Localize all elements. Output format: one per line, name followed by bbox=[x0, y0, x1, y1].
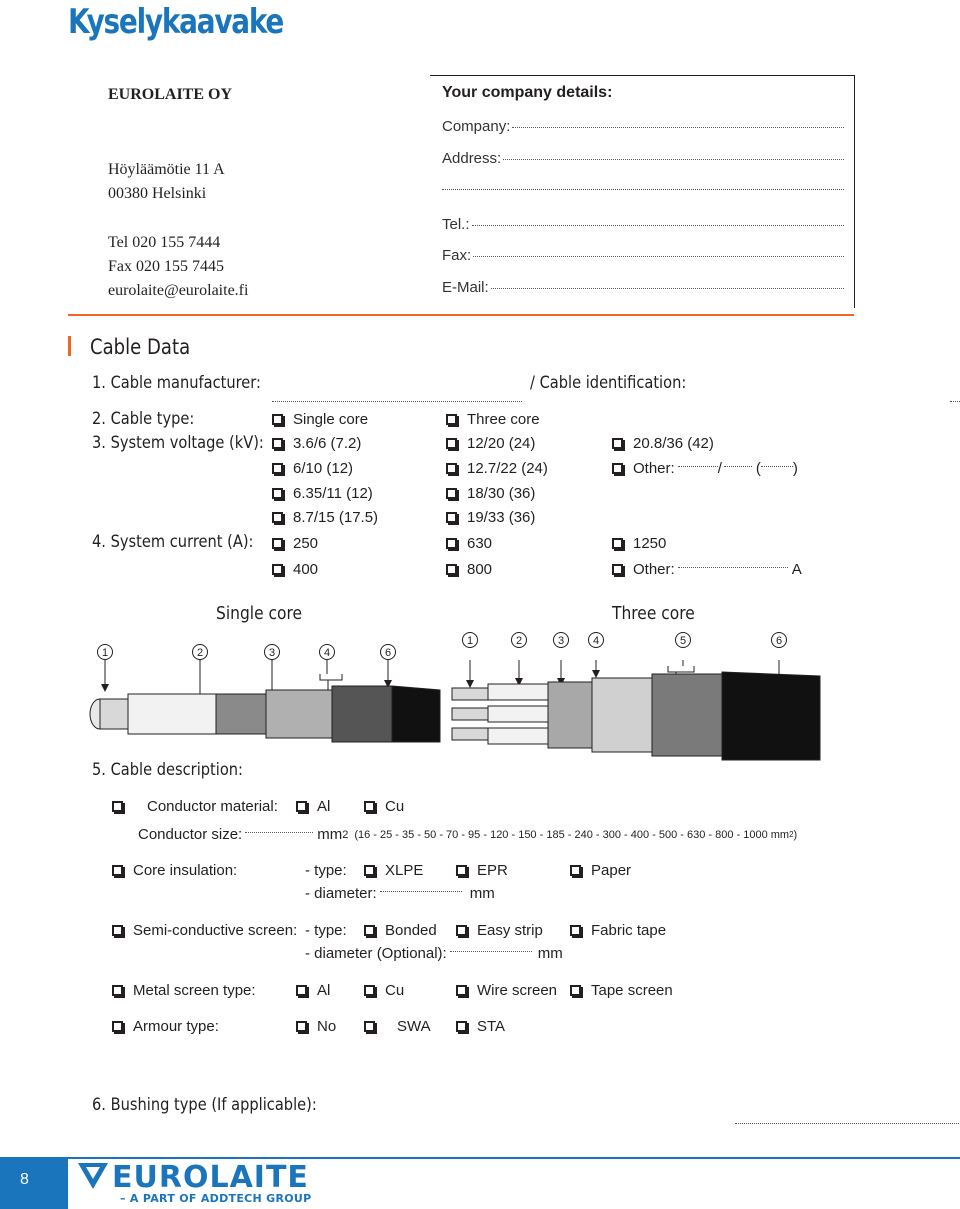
single-core-heading: Single core bbox=[216, 603, 303, 624]
three-callout-6: 6 bbox=[771, 632, 787, 648]
option-wire-screen[interactable]: Wire screen bbox=[456, 982, 557, 999]
option-paper[interactable]: Paper bbox=[570, 862, 631, 879]
semi-diameter-row: - diameter (Optional): mm bbox=[305, 945, 563, 962]
footer-tagline: – A PART OF ADDTECH GROUP bbox=[120, 1192, 312, 1205]
checkbox[interactable] bbox=[612, 538, 623, 549]
footer-line bbox=[68, 1157, 960, 1159]
cable-manufacturer-input[interactable] bbox=[272, 400, 522, 402]
option-voltage-other[interactable]: Other: / ( ) bbox=[612, 460, 798, 477]
checkbox[interactable] bbox=[570, 865, 581, 876]
checkbox[interactable] bbox=[446, 512, 457, 523]
option-metal-cu[interactable]: Cu bbox=[364, 982, 404, 999]
three-core-heading: Three core bbox=[612, 603, 695, 624]
current-other-input[interactable] bbox=[678, 566, 788, 568]
checkbox[interactable] bbox=[456, 1021, 467, 1032]
checkbox[interactable] bbox=[296, 985, 307, 996]
checkbox[interactable] bbox=[112, 985, 123, 996]
checkbox[interactable] bbox=[364, 801, 375, 812]
checkbox[interactable] bbox=[456, 865, 467, 876]
checkbox[interactable] bbox=[272, 414, 283, 425]
checkbox[interactable] bbox=[272, 512, 283, 523]
option-current-other[interactable]: Other: A bbox=[612, 561, 802, 578]
option-armour-sta[interactable]: STA bbox=[456, 1018, 505, 1035]
system-current-label: 4. System current (A): bbox=[92, 532, 254, 552]
armour-type-row[interactable]: Armour type: bbox=[112, 1018, 219, 1035]
company-tel: Tel 020 155 7444 bbox=[108, 234, 221, 251]
section-marker bbox=[68, 336, 71, 356]
option-voltage-6-10[interactable]: 6/10 (12) bbox=[272, 460, 353, 477]
company-field[interactable] bbox=[442, 118, 844, 135]
details-heading: Your company details: bbox=[442, 84, 613, 101]
single-callout-1: 1 bbox=[97, 644, 113, 660]
three-callout-2: 2 bbox=[511, 632, 527, 648]
bushing-type-input[interactable] bbox=[735, 1122, 960, 1124]
cable-type-label: 2. Cable type: bbox=[92, 409, 195, 429]
company-street: Höyläämötie 11 A bbox=[108, 161, 225, 178]
page-title: Kyselykaavake bbox=[68, 2, 284, 42]
checkbox[interactable] bbox=[570, 925, 581, 936]
checkbox[interactable] bbox=[456, 985, 467, 996]
voltage-other-input-1[interactable] bbox=[678, 465, 718, 467]
option-armour-no[interactable]: No bbox=[296, 1018, 336, 1035]
fax-field[interactable] bbox=[442, 247, 844, 264]
checkbox[interactable] bbox=[272, 488, 283, 499]
checkbox[interactable] bbox=[272, 538, 283, 549]
checkbox[interactable] bbox=[112, 865, 123, 876]
checkbox[interactable] bbox=[364, 865, 375, 876]
checkbox[interactable] bbox=[364, 1021, 375, 1032]
checkbox[interactable] bbox=[612, 438, 623, 449]
conductor-size-input[interactable] bbox=[245, 831, 313, 833]
option-easy-strip[interactable]: Easy strip bbox=[456, 922, 543, 939]
checkbox[interactable] bbox=[272, 438, 283, 449]
checkbox[interactable] bbox=[570, 985, 581, 996]
option-metal-al[interactable]: Al bbox=[296, 982, 330, 999]
option-material-cu[interactable]: Cu bbox=[364, 798, 404, 815]
company-fax: Fax 020 155 7445 bbox=[108, 258, 224, 275]
single-callout-3: 3 bbox=[264, 644, 280, 660]
option-voltage-12-7[interactable]: 12.7/22 (24) bbox=[446, 460, 548, 477]
option-current-1250[interactable]: 1250 bbox=[612, 535, 666, 552]
address-field-line2[interactable] bbox=[442, 182, 844, 184]
cable-identification-input[interactable] bbox=[950, 400, 960, 402]
option-tape-screen[interactable]: Tape screen bbox=[570, 982, 673, 999]
single-callout-2: 2 bbox=[192, 644, 208, 660]
checkbox[interactable] bbox=[456, 925, 467, 936]
option-epr[interactable]: EPR bbox=[456, 862, 508, 879]
checkbox[interactable] bbox=[112, 1021, 123, 1032]
insulation-type-label: - type: bbox=[305, 862, 347, 879]
section-divider bbox=[68, 314, 854, 316]
conductor-size-row: Conductor size: mm 2 (16 - 25 - 35 - 50 - 70 - 95 - 120 - 150 - 185 - 240 - 300 - 400 - 500 - 630 - 800 - 1000 mm 2 ) bbox=[138, 826, 798, 843]
eurolaite-logo-icon bbox=[78, 1163, 108, 1189]
three-callout-3: 3 bbox=[553, 632, 569, 648]
checkbox[interactable] bbox=[272, 463, 283, 474]
option-current-630[interactable]: 630 bbox=[446, 535, 492, 552]
option-voltage-12-20[interactable]: 12/20 (24) bbox=[446, 435, 535, 452]
checkbox[interactable] bbox=[272, 564, 283, 575]
address-field[interactable] bbox=[442, 150, 844, 167]
bushing-type-label: 6. Bushing type (If applicable): bbox=[92, 1095, 317, 1115]
footer-brand: EUROLAITE bbox=[112, 1160, 309, 1195]
system-voltage-label: 3. System voltage (kV): bbox=[92, 433, 264, 453]
checkbox[interactable] bbox=[112, 801, 123, 812]
cable-identification-label: / Cable identification: bbox=[530, 373, 687, 393]
option-bonded[interactable]: Bonded bbox=[364, 922, 437, 939]
insulation-diameter-row: - diameter: mm bbox=[305, 885, 495, 902]
core-insulation-row[interactable]: Core insulation: bbox=[112, 862, 237, 879]
company-email: eurolaite@eurolaite.fi bbox=[108, 282, 249, 299]
option-three-core[interactable]: Three core bbox=[446, 411, 540, 428]
tel-field[interactable] bbox=[442, 216, 844, 233]
email-field[interactable] bbox=[442, 279, 844, 296]
address-field-label: Address: bbox=[442, 150, 502, 167]
checkbox[interactable] bbox=[446, 463, 457, 474]
option-voltage-18-30[interactable]: 18/30 (36) bbox=[446, 485, 535, 502]
option-voltage-19-33[interactable]: 19/33 (36) bbox=[446, 509, 535, 526]
option-xlpe[interactable]: XLPE bbox=[364, 862, 423, 879]
page-number: 8 bbox=[20, 1171, 29, 1188]
checkbox[interactable] bbox=[612, 564, 623, 575]
single-callout-4: 4 bbox=[319, 644, 335, 660]
semi-type-label: - type: bbox=[305, 922, 347, 939]
email-field-label: E-Mail: bbox=[442, 279, 489, 296]
option-current-800[interactable]: 800 bbox=[446, 561, 492, 578]
option-material-al[interactable]: Al bbox=[296, 798, 330, 815]
company-field-label: Company: bbox=[442, 118, 511, 135]
checkbox[interactable] bbox=[446, 538, 457, 549]
company-city: 00380 Helsinki bbox=[108, 185, 207, 202]
option-voltage-20-8[interactable]: 20.8/36 (42) bbox=[612, 435, 714, 452]
checkbox[interactable] bbox=[612, 463, 623, 474]
metal-screen-row[interactable]: Metal screen type: bbox=[112, 982, 256, 999]
checkbox[interactable] bbox=[296, 1021, 307, 1032]
option-armour-swa[interactable]: SWA bbox=[364, 1018, 431, 1035]
cable-description-heading: 5. Cable description: bbox=[92, 760, 243, 780]
option-single-core[interactable]: Single core bbox=[272, 411, 368, 428]
tel-field-label: Tel.: bbox=[442, 216, 470, 233]
voltage-other-input-3[interactable] bbox=[761, 465, 793, 467]
semi-diameter-input[interactable] bbox=[450, 950, 532, 952]
company-name: EUROLAITE OY bbox=[108, 86, 233, 103]
checkbox[interactable] bbox=[446, 564, 457, 575]
details-box bbox=[430, 75, 855, 308]
checkbox[interactable] bbox=[446, 414, 457, 425]
insulation-diameter-input[interactable] bbox=[380, 890, 462, 892]
three-callout-5: 5 bbox=[675, 632, 691, 648]
voltage-other-input-2[interactable] bbox=[724, 465, 752, 467]
option-voltage-8-7[interactable]: 8.7/15 (17.5) bbox=[272, 509, 378, 526]
checkbox[interactable] bbox=[364, 985, 375, 996]
option-current-250[interactable]: 250 bbox=[272, 535, 318, 552]
checkbox[interactable] bbox=[112, 925, 123, 936]
fax-field-label: Fax: bbox=[442, 247, 472, 264]
checkbox[interactable] bbox=[364, 925, 375, 936]
three-callout-4: 4 bbox=[588, 632, 604, 648]
option-voltage-6-35[interactable]: 6.35/11 (12) bbox=[272, 485, 373, 502]
three-callout-1: 1 bbox=[462, 632, 478, 648]
checkbox[interactable] bbox=[446, 488, 457, 499]
cable-data-heading: Cable Data bbox=[90, 335, 191, 359]
cable-illustration bbox=[80, 660, 860, 768]
conductor-material-row[interactable]: Conductor material: bbox=[112, 798, 278, 815]
checkbox[interactable] bbox=[296, 801, 307, 812]
option-fabric-tape[interactable]: Fabric tape bbox=[570, 922, 666, 939]
checkbox[interactable] bbox=[446, 438, 457, 449]
cable-manufacturer-label: 1. Cable manufacturer: bbox=[92, 373, 261, 393]
option-current-400[interactable]: 400 bbox=[272, 561, 318, 578]
option-voltage-3-6[interactable]: 3.6/6 (7.2) bbox=[272, 435, 361, 452]
semi-conductive-screen-row[interactable]: Semi-conductive screen: bbox=[112, 922, 297, 939]
single-callout-6: 6 bbox=[380, 644, 396, 660]
